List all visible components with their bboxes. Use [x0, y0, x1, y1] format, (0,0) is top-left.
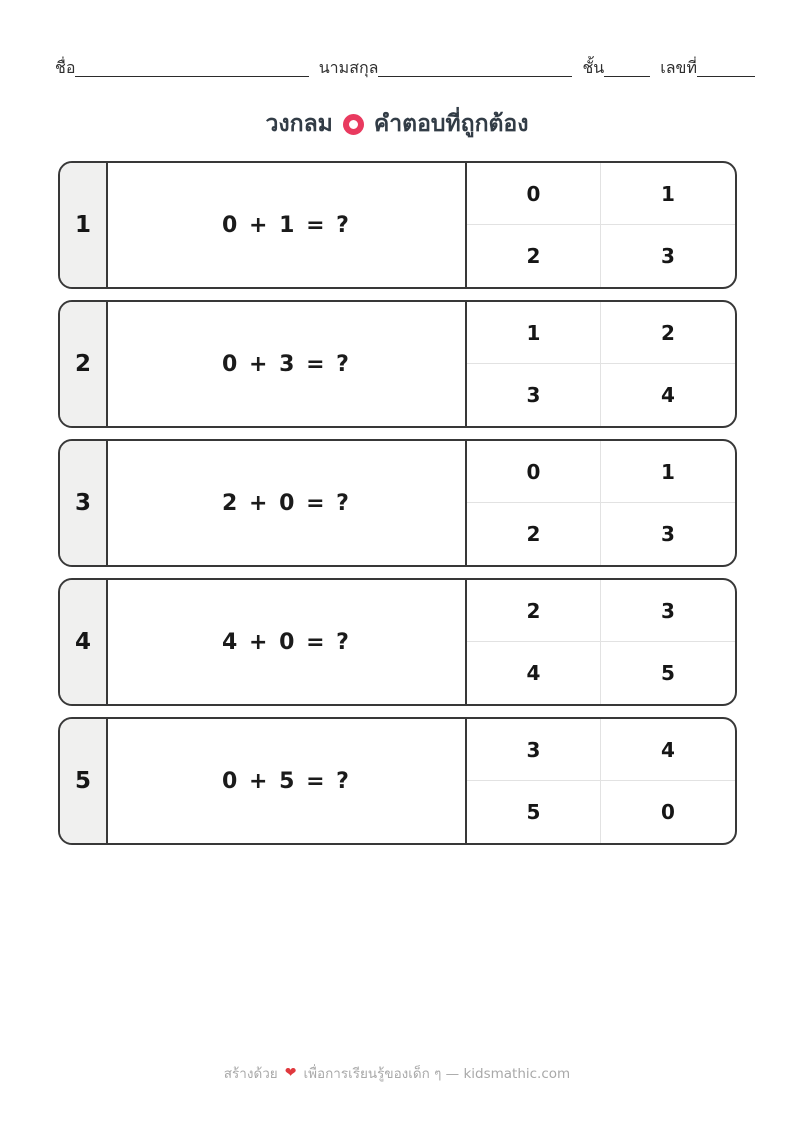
title-prefix: วงกลม — [265, 111, 333, 137]
student-number-field — [660, 58, 755, 77]
answer-choice[interactable]: 3 — [661, 522, 675, 546]
answer-choice[interactable]: 0 — [467, 441, 601, 503]
answer-choices-grid — [465, 580, 735, 704]
answer-choice[interactable]: 2 — [601, 302, 735, 364]
name-label: ชื่อ — [55, 58, 76, 77]
footer-prefix: สร้างด้วย — [223, 1066, 278, 1082]
question-number: 2 — [60, 302, 108, 426]
question-equation: 0 + 1 = ? — [222, 212, 351, 238]
answer-choice[interactable]: 0 — [661, 800, 675, 824]
surname-field — [319, 58, 573, 77]
footer-credit — [0, 1062, 794, 1084]
class-label: ชั้น — [582, 58, 605, 77]
answer-choice[interactable]: 1 — [601, 441, 735, 503]
question-equation: 2 + 0 = ? — [222, 490, 351, 516]
answer-choice[interactable]: 0 — [467, 163, 601, 225]
answer-choice[interactable]: 4 — [661, 383, 675, 407]
answer-choice[interactable]: 2 — [467, 580, 601, 642]
answer-choice[interactable]: 4 — [467, 642, 601, 704]
class-blank-line[interactable] — [604, 59, 650, 77]
title-suffix: คำตอบที่ถูกต้อง — [373, 111, 529, 137]
question-row — [58, 439, 737, 567]
question-row — [58, 161, 737, 289]
student-number-blank-line[interactable] — [697, 59, 755, 77]
student-info-header — [55, 58, 755, 77]
answer-choice[interactable]: 2 — [467, 225, 601, 287]
worksheet-title — [0, 106, 794, 142]
answer-choice[interactable]: 1 — [601, 163, 735, 225]
answer-choice[interactable]: 3 — [601, 580, 735, 642]
question-equation: 0 + 5 = ? — [222, 768, 351, 794]
question-number: 3 — [60, 441, 108, 565]
answer-choice[interactable]: 5 — [661, 661, 675, 685]
question-row — [58, 578, 737, 706]
answer-choices-grid — [465, 163, 735, 287]
question-number: 5 — [60, 719, 108, 843]
question-number: 4 — [60, 580, 108, 704]
surname-label: นามสกุล — [318, 58, 379, 77]
answer-choice[interactable]: 1 — [467, 302, 601, 364]
student-number-label: เลขที่ — [660, 58, 697, 77]
question-equation: 0 + 3 = ? — [222, 351, 351, 377]
answer-choice[interactable]: 3 — [467, 364, 601, 426]
answer-choices-grid — [465, 441, 735, 565]
footer-suffix: เพื่อการเรียนรู้ของเด็ก ๆ — kidsmathic.com — [303, 1066, 571, 1082]
question-row — [58, 300, 737, 428]
answer-choices-grid — [465, 302, 735, 426]
answer-choice[interactable]: 3 — [661, 244, 675, 268]
answer-choice[interactable]: 4 — [601, 719, 735, 781]
answer-choices-grid — [465, 719, 735, 843]
question-equation: 4 + 0 = ? — [222, 629, 351, 655]
name-field — [55, 58, 309, 77]
answer-choice[interactable]: 5 — [467, 781, 601, 843]
circle-outline-icon — [343, 114, 364, 135]
heart-icon: ❤ — [284, 1065, 297, 1081]
surname-blank-line[interactable] — [378, 59, 572, 77]
answer-choice[interactable]: 2 — [467, 503, 601, 565]
question-row — [58, 717, 737, 845]
questions-list — [58, 161, 737, 856]
question-number: 1 — [60, 163, 108, 287]
answer-choice[interactable]: 3 — [467, 719, 601, 781]
class-field — [582, 58, 650, 77]
name-blank-line[interactable] — [75, 59, 308, 77]
